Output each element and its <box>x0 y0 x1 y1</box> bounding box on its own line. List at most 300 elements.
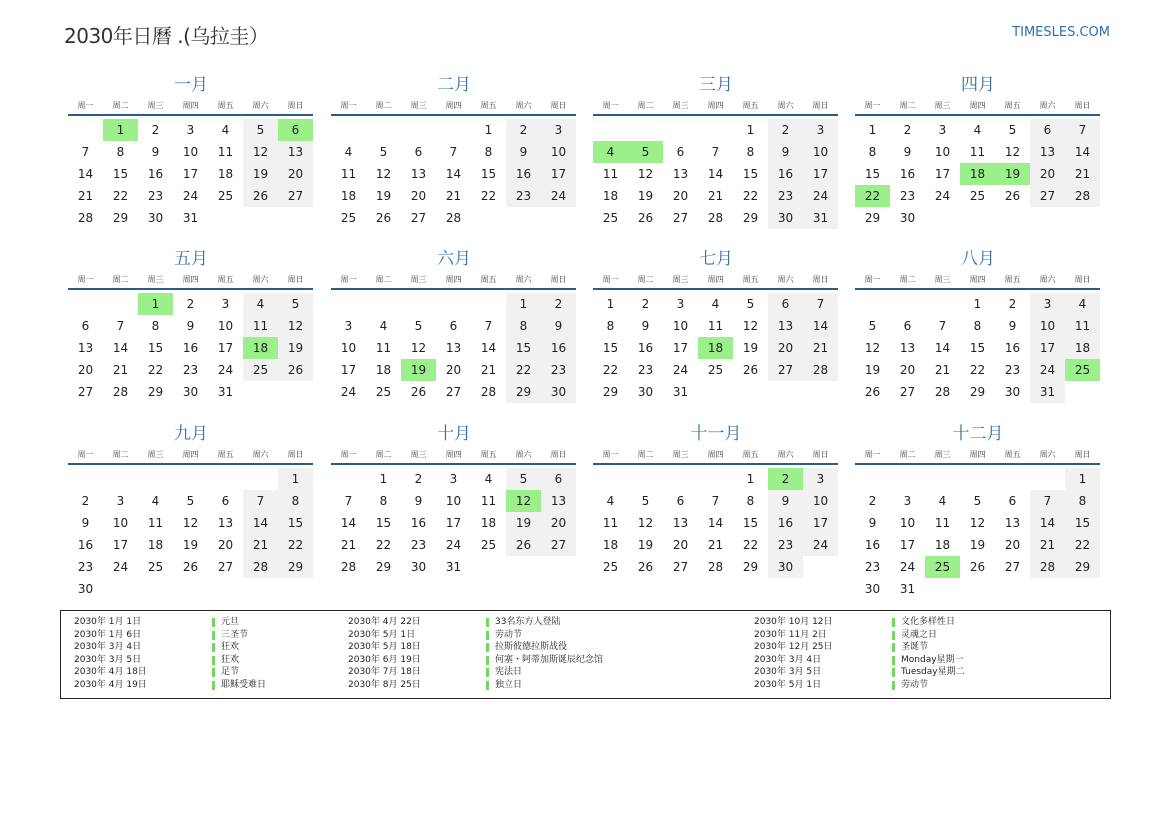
holiday-date: 2030年 6月 19日 <box>348 654 421 665</box>
weekday-label: 周六 <box>252 274 269 284</box>
day-cell: 14 <box>243 512 278 534</box>
weekday-label: 周五 <box>742 274 759 284</box>
weekday-label: 周日 <box>287 100 304 110</box>
empty-day-cell <box>890 293 925 315</box>
day-cell: 11 <box>480 494 497 508</box>
weekday-label: 周五 <box>1004 274 1021 284</box>
day-cell: 15 <box>375 516 392 530</box>
day-cell: 6 <box>676 494 685 508</box>
empty-day-cell <box>331 119 366 141</box>
day-cell: 13 <box>217 516 234 530</box>
day-cell: 7 <box>116 319 125 333</box>
month-divider <box>593 114 838 116</box>
day-cell: 3 <box>221 297 230 311</box>
day-cell: 1 <box>746 123 755 137</box>
day-cell: 30 <box>410 560 427 574</box>
day-cell: 16 <box>541 337 576 359</box>
holiday-name: 何塞・阿蒂加斯诞辰纪念馆 <box>495 654 604 665</box>
day-cell: 6 <box>1008 494 1017 508</box>
day-cell: 17 <box>803 163 838 185</box>
holiday-marker <box>212 668 215 677</box>
weekday-label: 周五 <box>742 449 759 459</box>
day-cell: 7 <box>803 293 838 315</box>
empty-day-cell <box>628 468 663 490</box>
month-divider <box>593 288 838 290</box>
day-cell: 16 <box>77 538 94 552</box>
weekday-label: 周六 <box>777 449 794 459</box>
month-block <box>68 74 314 229</box>
weekday-label: 周二 <box>375 449 392 459</box>
day-cell: 24 <box>340 385 357 399</box>
month-divider <box>68 288 313 290</box>
holiday-entry <box>348 666 635 679</box>
weekday-label: 周日 <box>1074 100 1091 110</box>
day-cell: 2 <box>768 119 803 141</box>
holiday-day-cell: 25 <box>1065 359 1100 381</box>
day-cell: 25 <box>243 359 278 381</box>
month-name: 十月 <box>437 424 471 444</box>
day-cell: 8 <box>484 145 493 159</box>
day-cell: 9 <box>641 319 650 333</box>
day-cell: 17 <box>803 512 838 534</box>
holiday-marker <box>212 656 215 665</box>
holiday-name: 足节 <box>221 667 240 677</box>
day-cell: 11 <box>602 516 619 530</box>
day-cell: 24 <box>112 560 129 574</box>
day-cell: 30 <box>541 381 576 403</box>
month-divider <box>855 288 1100 290</box>
weekday-label: 周五 <box>1004 449 1021 459</box>
empty-day-cell <box>401 293 436 315</box>
day-cell: 26 <box>375 211 392 225</box>
day-cell: 25 <box>375 385 392 399</box>
weekday-label: 周四 <box>182 274 199 284</box>
weekday-label: 周四 <box>182 449 199 459</box>
day-cell: 17 <box>445 516 462 530</box>
holiday-name: 宪法日 <box>495 667 523 677</box>
day-cell: 6 <box>414 145 423 159</box>
empty-day-cell <box>243 468 278 490</box>
weekday-label: 周日 <box>550 100 567 110</box>
day-cell: 12 <box>1004 145 1021 159</box>
weekday-header <box>593 270 839 288</box>
day-cell: 5 <box>278 293 313 315</box>
day-cell: 9 <box>768 141 803 163</box>
day-cell: 8 <box>868 145 877 159</box>
day-cell: 17 <box>934 167 951 181</box>
month-block <box>331 423 577 578</box>
holiday-day-cell: 18 <box>960 163 995 185</box>
day-cell: 13 <box>899 341 916 355</box>
empty-day-cell <box>698 468 733 490</box>
day-cell: 11 <box>375 341 392 355</box>
day-cell: 23 <box>768 185 803 207</box>
month-divider <box>855 114 1100 116</box>
day-cell: 5 <box>1008 123 1017 137</box>
day-cell: 27 <box>899 385 916 399</box>
day-cell: 17 <box>112 538 129 552</box>
holiday-marker <box>892 631 895 640</box>
holiday-marker <box>892 656 895 665</box>
day-cell: 3 <box>676 297 685 311</box>
holiday-day-cell: 19 <box>401 359 436 381</box>
day-cell: 28 <box>77 211 94 225</box>
day-cell: 3 <box>449 472 458 486</box>
month-name: 五月 <box>174 249 208 269</box>
day-cell: 29 <box>375 560 392 574</box>
day-cell: 19 <box>278 337 313 359</box>
holiday-date: 2030年 3月 5日 <box>754 667 822 677</box>
day-cell: 28 <box>934 385 951 399</box>
holiday-entry <box>348 616 635 629</box>
weekday-label: 周四 <box>707 100 724 110</box>
day-cell: 14 <box>77 167 94 181</box>
holiday-name: 三圣节 <box>221 629 249 640</box>
day-cell: 31 <box>672 385 689 399</box>
holiday-date: 2030年 11月 2日 <box>754 629 827 640</box>
day-cell: 28 <box>1030 556 1065 578</box>
day-cell: 30 <box>768 207 803 229</box>
holiday-list <box>60 610 1111 699</box>
empty-day-cell <box>436 119 471 141</box>
day-cell: 23 <box>864 560 881 574</box>
weekday-label: 周五 <box>217 449 234 459</box>
day-cell: 7 <box>1030 490 1065 512</box>
day-cell: 2 <box>641 297 650 311</box>
weekday-label: 周四 <box>182 100 199 110</box>
weekday-label: 周四 <box>445 449 462 459</box>
holiday-name: Monday星期一 <box>901 654 964 665</box>
holiday-marker <box>212 618 215 627</box>
day-cell: 10 <box>541 141 576 163</box>
empty-day-cell <box>855 468 890 490</box>
day-cell: 31 <box>1030 381 1065 403</box>
holiday-name: 圣诞节 <box>901 642 929 652</box>
holiday-entry <box>348 641 635 654</box>
day-cell: 30 <box>864 582 881 596</box>
day-cell: 6 <box>221 494 230 508</box>
day-cell: 6 <box>1030 119 1065 141</box>
holiday-day-cell: 1 <box>138 293 173 315</box>
day-cell: 27 <box>77 385 94 399</box>
day-cell: 22 <box>480 189 497 203</box>
day-cell: 5 <box>506 468 541 490</box>
weekday-header <box>855 96 1101 114</box>
day-cell: 7 <box>344 494 353 508</box>
weekday-label: 周一 <box>77 449 94 459</box>
day-cell: 25 <box>707 363 724 377</box>
day-cell: 5 <box>379 145 388 159</box>
day-cell: 27 <box>278 185 313 207</box>
day-cell: 10 <box>1030 315 1065 337</box>
weekday-label: 周五 <box>480 274 497 284</box>
month-block <box>855 423 1101 600</box>
day-cell: 29 <box>112 211 129 225</box>
holiday-date: 2030年 1月 6日 <box>74 629 142 640</box>
weekday-label: 周三 <box>934 274 951 284</box>
weekday-label: 周三 <box>934 449 951 459</box>
holiday-name: 劳动节 <box>901 679 929 690</box>
day-cell: 27 <box>217 560 234 574</box>
day-cell: 5 <box>973 494 982 508</box>
day-cell: 25 <box>147 560 164 574</box>
weekday-label: 周日 <box>550 274 567 284</box>
holiday-name: 元旦 <box>221 617 240 627</box>
holiday-date: 2030年 8月 25日 <box>348 679 421 690</box>
day-cell: 29 <box>864 211 881 225</box>
empty-day-cell <box>401 119 436 141</box>
day-grid <box>331 119 577 229</box>
day-cell: 30 <box>1004 385 1021 399</box>
day-grid <box>855 293 1101 403</box>
day-cell: 28 <box>243 556 278 578</box>
day-cell: 23 <box>410 538 427 552</box>
holiday-marker <box>486 656 489 665</box>
holiday-marker <box>892 643 895 652</box>
holiday-column <box>754 616 1041 691</box>
day-cell: 31 <box>899 582 916 596</box>
holiday-marker <box>892 618 895 627</box>
holiday-entry <box>74 641 361 654</box>
weekday-header <box>855 270 1101 288</box>
site-link[interactable]: TIMESLES.COM <box>1012 25 1110 40</box>
day-cell: 30 <box>182 385 199 399</box>
holiday-day-cell: 6 <box>278 119 313 141</box>
day-cell: 26 <box>182 560 199 574</box>
holiday-marker <box>486 668 489 677</box>
day-cell: 27 <box>410 211 427 225</box>
empty-day-cell <box>103 293 138 315</box>
day-cell: 4 <box>379 319 388 333</box>
month-name: 六月 <box>437 249 471 269</box>
holiday-name: 耶稣受难日 <box>221 679 267 690</box>
weekday-label: 周三 <box>672 449 689 459</box>
month-divider <box>331 114 576 116</box>
weekday-label: 周四 <box>969 274 986 284</box>
weekday-header <box>68 270 314 288</box>
holiday-entry <box>74 679 361 692</box>
day-cell: 4 <box>344 145 353 159</box>
day-cell: 1 <box>973 297 982 311</box>
day-cell: 1 <box>379 472 388 486</box>
day-cell: 28 <box>707 211 724 225</box>
holiday-date: 2030年 12月 25日 <box>754 642 833 652</box>
weekday-label: 周二 <box>375 274 392 284</box>
day-cell: 21 <box>934 363 951 377</box>
month-block <box>593 248 839 403</box>
weekday-label: 周五 <box>480 100 497 110</box>
day-cell: 2 <box>506 119 541 141</box>
weekday-label: 周日 <box>287 274 304 284</box>
weekday-label: 周六 <box>1039 274 1056 284</box>
day-cell: 4 <box>938 494 947 508</box>
day-cell: 16 <box>864 538 881 552</box>
weekday-label: 周三 <box>934 100 951 110</box>
day-cell: 17 <box>182 167 199 181</box>
day-grid <box>68 119 314 229</box>
day-cell: 19 <box>969 538 986 552</box>
day-grid <box>331 468 577 578</box>
empty-day-cell <box>366 293 401 315</box>
month-name: 一月 <box>174 75 208 95</box>
day-cell: 15 <box>112 167 129 181</box>
weekday-label: 周三 <box>672 100 689 110</box>
weekday-label: 周一 <box>340 449 357 459</box>
holiday-date: 2030年 4月 18日 <box>74 667 147 677</box>
holiday-marker <box>212 681 215 690</box>
month-name: 九月 <box>174 424 208 444</box>
weekday-label: 周三 <box>410 100 427 110</box>
day-cell: 14 <box>1065 141 1100 163</box>
day-cell: 5 <box>414 319 423 333</box>
day-cell: 3 <box>344 319 353 333</box>
day-cell: 16 <box>637 341 654 355</box>
day-cell: 16 <box>506 163 541 185</box>
day-cell: 4 <box>606 494 615 508</box>
weekday-label: 周一 <box>77 100 94 110</box>
day-cell: 20 <box>768 337 803 359</box>
empty-day-cell <box>471 293 506 315</box>
day-cell: 29 <box>969 385 986 399</box>
day-cell: 29 <box>1065 556 1100 578</box>
day-cell: 18 <box>934 538 951 552</box>
empty-day-cell <box>663 119 698 141</box>
day-cell: 13 <box>768 315 803 337</box>
day-grid <box>331 293 577 403</box>
month-name: 十一月 <box>690 424 742 444</box>
day-cell: 23 <box>541 359 576 381</box>
empty-day-cell <box>593 119 628 141</box>
day-cell: 1 <box>1065 468 1100 490</box>
holiday-date: 2030年 5月 1日 <box>348 629 416 640</box>
holiday-entry <box>754 666 1041 679</box>
day-cell: 1 <box>484 123 493 137</box>
day-cell: 25 <box>340 211 357 225</box>
day-cell: 12 <box>969 516 986 530</box>
day-cell: 25 <box>602 211 619 225</box>
empty-day-cell <box>103 468 138 490</box>
weekday-label: 周三 <box>410 274 427 284</box>
day-cell: 26 <box>243 185 278 207</box>
day-cell: 1 <box>278 468 313 490</box>
holiday-entry <box>754 616 1041 629</box>
weekday-label: 周六 <box>252 100 269 110</box>
day-cell: 7 <box>1065 119 1100 141</box>
weekday-label: 周四 <box>445 274 462 284</box>
day-cell: 5 <box>746 297 755 311</box>
weekday-label: 周日 <box>1074 449 1091 459</box>
day-cell: 13 <box>672 167 689 181</box>
day-cell: 29 <box>602 385 619 399</box>
day-cell: 8 <box>1065 490 1100 512</box>
day-cell: 25 <box>602 560 619 574</box>
empty-day-cell <box>208 468 243 490</box>
empty-day-cell <box>698 119 733 141</box>
day-cell: 12 <box>637 167 654 181</box>
day-cell: 3 <box>903 494 912 508</box>
empty-day-cell <box>1030 468 1065 490</box>
day-cell: 4 <box>484 472 493 486</box>
day-cell: 19 <box>637 189 654 203</box>
weekday-label: 周四 <box>445 100 462 110</box>
day-cell: 12 <box>243 141 278 163</box>
day-cell: 7 <box>484 319 493 333</box>
day-cell: 13 <box>77 341 94 355</box>
weekday-label: 周一 <box>602 449 619 459</box>
weekday-label: 周二 <box>112 100 129 110</box>
day-cell: 8 <box>746 494 755 508</box>
day-cell: 15 <box>278 512 313 534</box>
weekday-label: 周四 <box>969 100 986 110</box>
day-cell: 27 <box>541 534 576 556</box>
day-cell: 20 <box>541 512 576 534</box>
day-cell: 24 <box>217 363 234 377</box>
day-cell: 21 <box>1030 534 1065 556</box>
holiday-name: 灵魂之日 <box>901 629 938 640</box>
month-block <box>593 423 839 578</box>
day-cell: 19 <box>637 538 654 552</box>
holiday-entry <box>348 679 635 692</box>
holiday-day-cell: 12 <box>506 490 541 512</box>
weekday-label: 周六 <box>1039 100 1056 110</box>
day-cell: 16 <box>1004 341 1021 355</box>
day-cell: 24 <box>672 363 689 377</box>
day-cell: 14 <box>445 167 462 181</box>
day-cell: 1 <box>868 123 877 137</box>
day-cell: 10 <box>672 319 689 333</box>
weekday-label: 周日 <box>550 449 567 459</box>
empty-day-cell <box>366 119 401 141</box>
month-divider <box>331 463 576 465</box>
holiday-name: Tuesday星期二 <box>901 667 965 677</box>
day-cell: 18 <box>375 363 392 377</box>
day-grid <box>593 468 839 578</box>
day-cell: 24 <box>182 189 199 203</box>
holiday-day-cell: 18 <box>698 337 733 359</box>
day-cell: 31 <box>803 207 838 229</box>
day-cell: 21 <box>707 538 724 552</box>
holiday-column <box>348 616 635 691</box>
page-title: 2030年日曆 .(乌拉圭） <box>64 24 269 48</box>
day-cell: 9 <box>1008 319 1017 333</box>
holiday-column <box>74 616 361 691</box>
day-cell: 6 <box>541 468 576 490</box>
day-cell: 22 <box>112 189 129 203</box>
day-cell: 27 <box>1004 560 1021 574</box>
holiday-day-cell: 4 <box>593 141 628 163</box>
empty-day-cell <box>68 293 103 315</box>
weekday-label: 周六 <box>515 100 532 110</box>
day-cell: 9 <box>506 141 541 163</box>
day-cell: 9 <box>768 490 803 512</box>
holiday-name: 劳动节 <box>495 629 523 640</box>
day-cell: 12 <box>864 341 881 355</box>
holiday-entry <box>754 629 1041 642</box>
weekday-label: 周六 <box>1039 449 1056 459</box>
day-cell: 9 <box>903 145 912 159</box>
day-cell: 19 <box>375 189 392 203</box>
day-cell: 7 <box>81 145 90 159</box>
holiday-name: 狂欢 <box>221 654 240 665</box>
weekday-label: 周三 <box>410 449 427 459</box>
weekday-label: 周四 <box>707 449 724 459</box>
month-divider <box>855 463 1100 465</box>
month-divider <box>68 114 313 116</box>
day-cell: 10 <box>899 516 916 530</box>
day-cell: 22 <box>602 363 619 377</box>
day-cell: 17 <box>899 538 916 552</box>
day-cell: 12 <box>182 516 199 530</box>
